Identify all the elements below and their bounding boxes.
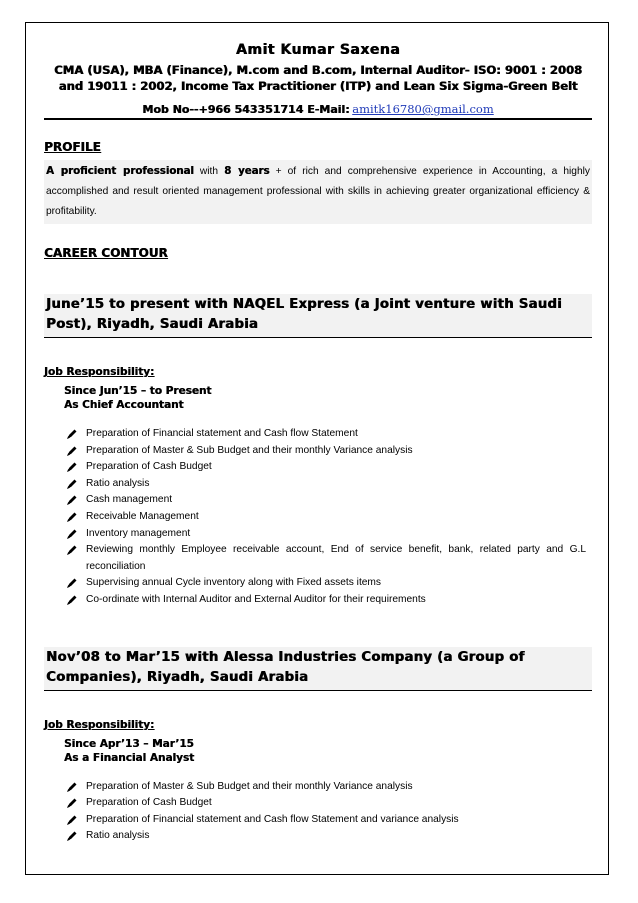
role-since: Since Jun’15 – to Present (64, 385, 212, 397)
duty-text: Preparation of Cash Budget (86, 461, 212, 473)
duty-item (44, 828, 592, 845)
pencil-bullet-icon (66, 445, 78, 457)
duties-list (44, 426, 592, 609)
duty-text: Preparation of Financial statement and Cash flow Statement and variance analysis (86, 813, 459, 825)
qualifications: CMA (USA), MBA (Finance), M.com and B.com, Internal Auditor- ISO: 9001 : 2008 and 19011 : 2002, Income Tax Practitioner (ITP) and Lean Six Sigma-Green Belt (54, 63, 582, 93)
duty-text: Preparation of Financial statement and Cash flow Statement (86, 428, 358, 439)
pencil-bullet-icon (66, 428, 78, 440)
pencil-bullet-icon (66, 494, 78, 506)
pencil-bullet-icon (66, 478, 78, 490)
role-period (64, 737, 592, 765)
duty-item (44, 492, 592, 509)
contact-label: Mob No--+966 543351714 E-Mail: (142, 103, 350, 116)
duty-item (44, 592, 592, 609)
pencil-bullet-icon (66, 830, 78, 842)
pencil-bullet-icon (66, 797, 78, 809)
profile-text-2: + of rich and comprehensive experience in Accounting, a highly accomplished and result oriented management professional with skills in achieving greater organizational efficiency & profitability. (46, 166, 590, 217)
role-since: Since Apr’13 – Mar’15 (64, 737, 194, 750)
pencil-bullet-icon (66, 594, 78, 606)
role-title: As Chief Accountant (64, 399, 184, 411)
duty-text: Ratio analysis (86, 830, 150, 842)
duty-text: Receivable Management (86, 510, 199, 522)
duty-text: Co-ordinate with Internal Auditor and External Auditor for their requirements (86, 593, 426, 605)
contact-line (44, 102, 592, 116)
resume-document (44, 40, 592, 845)
job-responsibility-label: Job Responsibility: (44, 366, 155, 378)
career-heading: CAREER CONTOUR (44, 246, 168, 260)
email-link[interactable]: amitk16780@gmail.com (352, 102, 494, 116)
duty-item (44, 812, 592, 829)
pencil-bullet-icon (66, 511, 78, 523)
duty-item (44, 542, 592, 575)
duties-list (44, 779, 592, 845)
pencil-bullet-icon (66, 544, 78, 556)
pencil-bullet-icon (66, 577, 78, 589)
duty-text: Cash management (86, 494, 173, 506)
profile-text-1: with (193, 166, 225, 177)
duty-item (44, 526, 592, 543)
duty-item (44, 426, 592, 443)
duty-item (44, 779, 592, 796)
duty-text: Inventory management (86, 527, 191, 539)
candidate-name: Amit Kumar Saxena (235, 42, 401, 58)
company-heading: June’15 to present with NAQEL Express (a Joint venture with Saudi Post), Riyadh, Saudi Arabia (44, 294, 592, 338)
pencil-bullet-icon (66, 814, 78, 826)
pencil-bullet-icon (66, 528, 78, 540)
duty-text: Preparation of Master & Sub Budget and their monthly Variance analysis (86, 444, 413, 456)
role-period (64, 384, 592, 412)
header-divider (44, 118, 592, 120)
duty-item (44, 795, 592, 812)
duty-item (44, 509, 592, 526)
duty-text: Supervising annual Cycle inventory along with Fixed assets items (86, 577, 382, 589)
profile-heading: PROFILE (44, 140, 101, 154)
duty-text: Preparation of Master & Sub Budget and their monthly Variance analysis (86, 780, 413, 792)
profile-lead: A proficient professional (46, 166, 194, 177)
duty-text: Reviewing monthly Employee receivable account, End of service benefit, bank, related party and G.L reconciliation (86, 544, 586, 572)
pencil-bullet-icon (66, 781, 78, 793)
profile-years: 8 years (224, 166, 270, 177)
duty-text: Ratio analysis (86, 477, 150, 489)
job-responsibility-label: Job Responsibility: (44, 718, 155, 731)
role-title: As a Financial Analyst (64, 751, 195, 764)
profile-summary (44, 160, 592, 224)
company-heading: Nov’08 to Mar’15 with Alessa Industries Company (a Group of Companies), Riyadh, Saudi Arabia (44, 647, 592, 691)
pencil-bullet-icon (66, 461, 78, 473)
duty-text: Preparation of Cash Budget (86, 797, 212, 809)
duty-item (44, 575, 592, 592)
duty-item (44, 443, 592, 460)
duty-item (44, 476, 592, 493)
duty-item (44, 459, 592, 476)
